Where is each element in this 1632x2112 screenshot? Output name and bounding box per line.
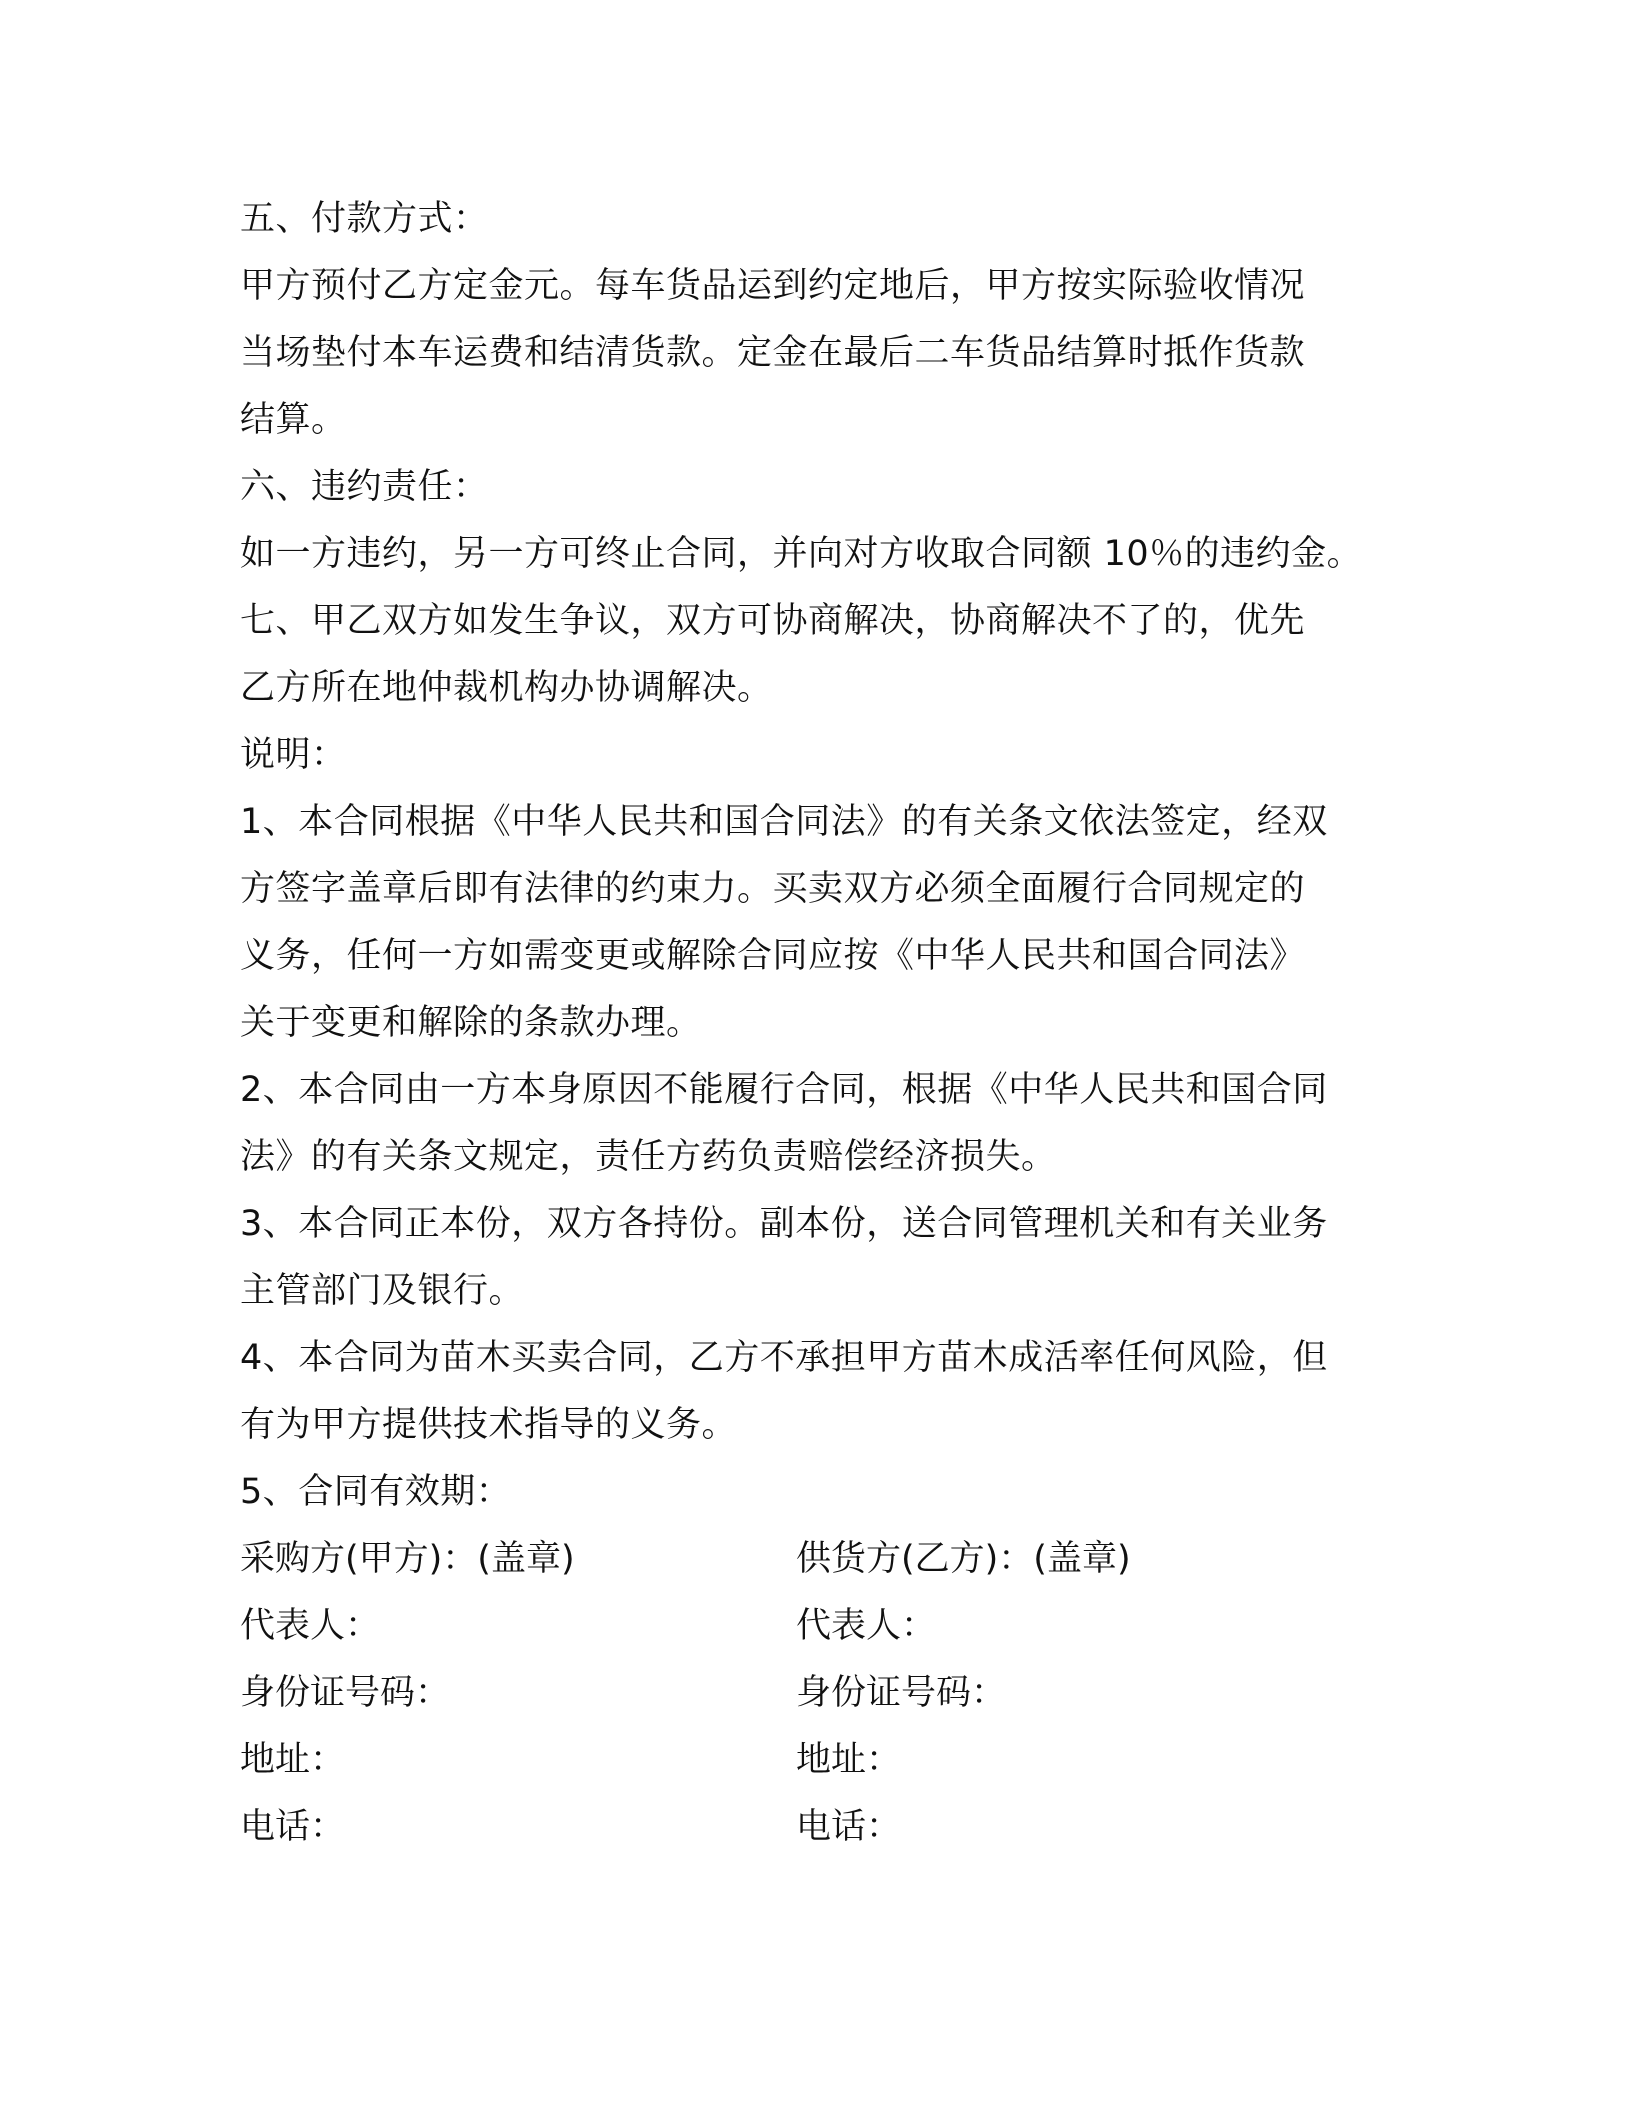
paragraph-line: 法》的有关条文规定，责任方药负责赔偿经济损失。	[240, 1137, 1057, 1177]
buyer-phone-label: 电话：	[240, 1807, 346, 1847]
signature-row-address	[240, 1727, 1420, 1794]
paragraph-line: 方签字盖章后即有法律的约束力。买卖双方必须全面履行合同规定的	[240, 869, 1306, 909]
buyer-address-label: 地址：	[240, 1740, 346, 1780]
seller-id-label: 身份证号码：	[796, 1673, 1007, 1713]
note-item-1: 1、本合同根据《中华人民共和国合同法》的有关条文依法签定，经双	[240, 802, 1328, 842]
seller-address-label: 地址：	[796, 1740, 902, 1780]
signature-block	[240, 1526, 1420, 1861]
section-heading-payment: 五、付款方式：	[240, 199, 489, 239]
paragraph-line: 如一方违约，另一方可终止合同，并向对方收取合同额 10％的违约金。	[240, 534, 1363, 574]
paragraph-line: 关于变更和解除的条款办理。	[240, 1003, 702, 1043]
signature-row-phone	[240, 1794, 1420, 1861]
section-heading-liability: 六、违约责任：	[240, 467, 489, 507]
signature-row-representative	[240, 1593, 1420, 1660]
signature-row-party	[240, 1526, 1420, 1593]
paragraph-line: 当场垫付本车运费和结清货款。定金在最后二车货品结算时抵作货款	[240, 333, 1306, 373]
paragraph-line: 结算。	[240, 400, 347, 440]
paragraph-line: 主管部门及银行。	[240, 1271, 525, 1311]
buyer-party-label: 采购方(甲方)：(盖章)	[240, 1539, 575, 1579]
note-item-3: 3、本合同正本份，双方各持份。副本份，送合同管理机关和有关业务	[240, 1204, 1328, 1244]
paragraph-line: 义务，任何一方如需变更或解除合同应按《中华人民共和国合同法》	[240, 936, 1306, 976]
section-heading-notes: 说明：	[240, 735, 347, 775]
buyer-representative-label: 代表人：	[240, 1606, 381, 1646]
buyer-id-label: 身份证号码：	[240, 1673, 451, 1713]
note-item-2: 2、本合同由一方本身原因不能履行合同，根据《中华人民共和国合同	[240, 1070, 1328, 1110]
paragraph-line: 有为甲方提供技术指导的义务。	[240, 1405, 738, 1445]
contract-body	[240, 186, 1420, 1861]
seller-party-label: 供货方(乙方)：(盖章)	[796, 1539, 1131, 1579]
section-dispute: 七、甲乙双方如发生争议，双方可协商解决，协商解决不了的，优先	[240, 601, 1306, 641]
signature-row-id	[240, 1660, 1420, 1727]
note-item-4: 4、本合同为苗木买卖合同，乙方不承担甲方苗木成活率任何风险，但	[240, 1338, 1328, 1378]
paragraph-line: 甲方预付乙方定金元。每车货品运到约定地后，甲方按实际验收情况	[240, 266, 1306, 306]
note-item-5: 5、合同有效期：	[240, 1472, 512, 1512]
seller-phone-label: 电话：	[796, 1807, 902, 1847]
paragraph-line: 乙方所在地仲裁机构办协调解决。	[240, 668, 773, 708]
seller-representative-label: 代表人：	[796, 1606, 937, 1646]
